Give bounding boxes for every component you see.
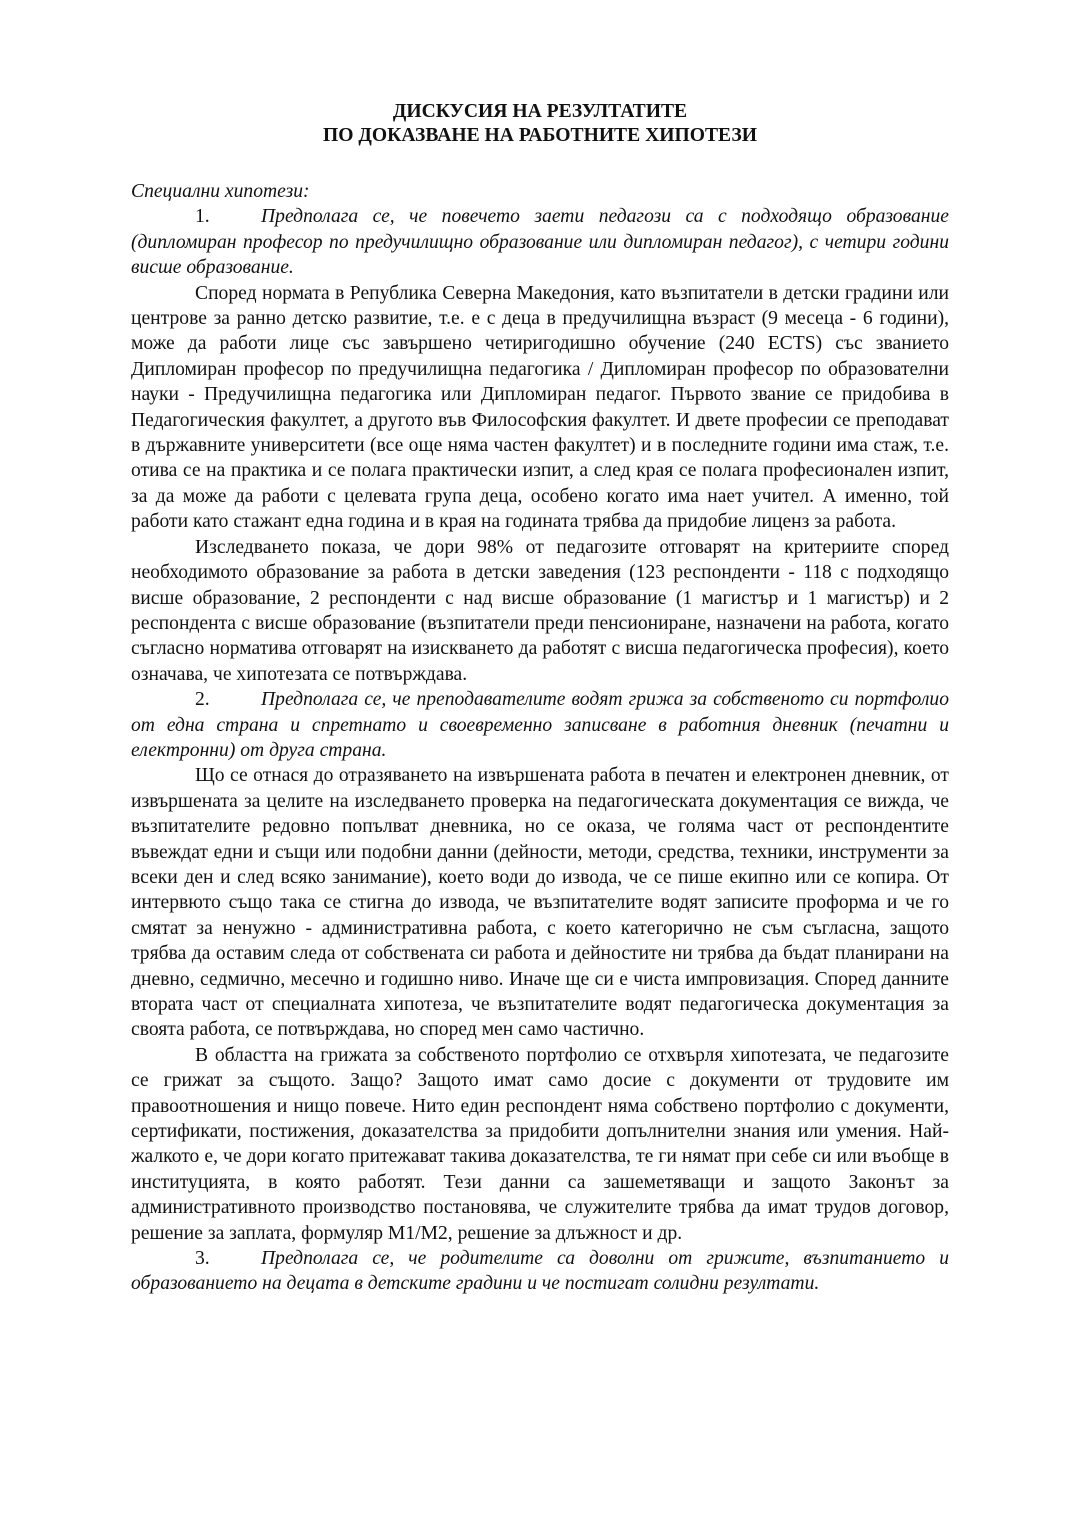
hypothesis-1 (131, 204, 949, 280)
paragraph-2: Изследването показа, че дори 98% от педагозите отговарят на критериите според необходимото образование за работа в детски заведения (123 респонденти - 118 с подходящо висше образование, 2 респонденти с над висше образование (1 магистър и 1 магистър) и 2 респондента с висше образование (възпитатели преди пенсиониране, назначени на работа, когато съгласно норматива отговарят на изискването да работят с висша педагогическа професия), което означава, че хипотезата се потвърждава. (131, 536, 949, 685)
hypothesis-3 (131, 1246, 949, 1297)
hypothesis-2 (131, 687, 949, 763)
paragraph-1: Според нормата в Република Северна Македония, като възпитатели в детски градини или центрове за ранно детско развитие, т.е. е с деца в предучилищна възраст (9 месеца - 6 години), може да работи лице със завършено четиригодишно обучение (240 ECTS) със званието Дипломиран професор по предучилищна педагогика / Дипломиран професор по образователни науки - Предучилищна педагогика или Дипломиран педагог. Първото звание се придобива в Педагогическия факултет, а другото във Философския факултет. И двете професии се преподават в държавните университети (все още няма частен факултет) и в последните години има стаж, т.е. отива се на практика и се полага практически изпит, а след края се полага професионален изпит, за да може да работи с целевата група деца, особено когато има нает учител. А именно, той работи като стажант една година и в края на годината трябва да придобие лиценз за работа. (131, 282, 949, 533)
special-hypotheses-heading: Специални хипотези: (131, 181, 310, 202)
hypothesis-1-number: 1. (195, 206, 210, 228)
paragraph-4: В областта на грижата за собственото портфолио се отхвърля хипотезата, че педагозите се грижат за същото. Защо? Защото имат само досие с документи от трудовите им правоотношения и нищо повече. Нито един респондент няма собствено портфолио с документи, сертификати, постижения, доказателства за придобити допълнителни знания или умения. Най-жалкото е, че дори когато притежават такива доказателства, те ги нямат при себе си или въобще в институцията, в която работят. Тези данни са зашеметяващи и защото Законът за административното производство постановява, че служителите трябва да имат трудов договор, решение за заплата, формуляр М1/М2, решение за длъжност и др. (131, 1044, 949, 1244)
hypothesis-3-number: 3. (195, 1248, 210, 1270)
document-title (131, 100, 949, 148)
title-line-2: ПО ДОКАЗВАНЕ НА РАБОТНИТЕ ХИПОТЕЗИ (323, 125, 757, 146)
hypothesis-2-number: 2. (195, 689, 210, 711)
hypothesis-3-text: Предполага се, че родителите са доволни от грижите, възпитанието и образованието на децата в детските градини и че постигат солидни резултати. (131, 1248, 949, 1295)
document-page (131, 100, 949, 1297)
hypothesis-2-text: Предполага се, че преподавателите водят грижа за собственото си портфолио от една страна и спретнато и своевременно записване в работния дневник (печатни и електронни) от друга страна. (131, 689, 949, 761)
title-line-1: ДИСКУСИЯ НА РЕЗУЛТАТИТЕ (392, 101, 688, 122)
hypothesis-1-text: Предполага се, че повечето заети педагози са с подходящо образование (дипломиран професор по предучилищно образование или дипломиран педагог), с четири години висше образование. (131, 206, 949, 279)
paragraph-3: Що се отнася до отразяването на извършената работа в печатен и електронен дневник, от извършената за целите на изследването проверка на педагогическата документация се вижда, че възпитателите редовно попълват дневника, но се оказа, че голяма част от респондентите въвеждат едни и същи или подобни данни (дейности, методи, средства, техники, инструменти за всеки ден и след всяко занимание), което води до извода, че се пише екипно или се копира. От интервюто също така се стигна до извода, че възпитателите водят записите проформа и че го смятат за ненужно - административна работа, с което категорично не съм съгласна, защото трябва да оставим следа от собствената си работа и дейностите ни трябва да бъдат планирани на дневно, седмично, месечно и годишно ниво. Иначе ще си е чиста импровизация. Според данните втората част от специалната хипотеза, че възпитателите водят педагогическа документация за своята работа, се потвърждава, но според мен само частично. (131, 765, 949, 1041)
